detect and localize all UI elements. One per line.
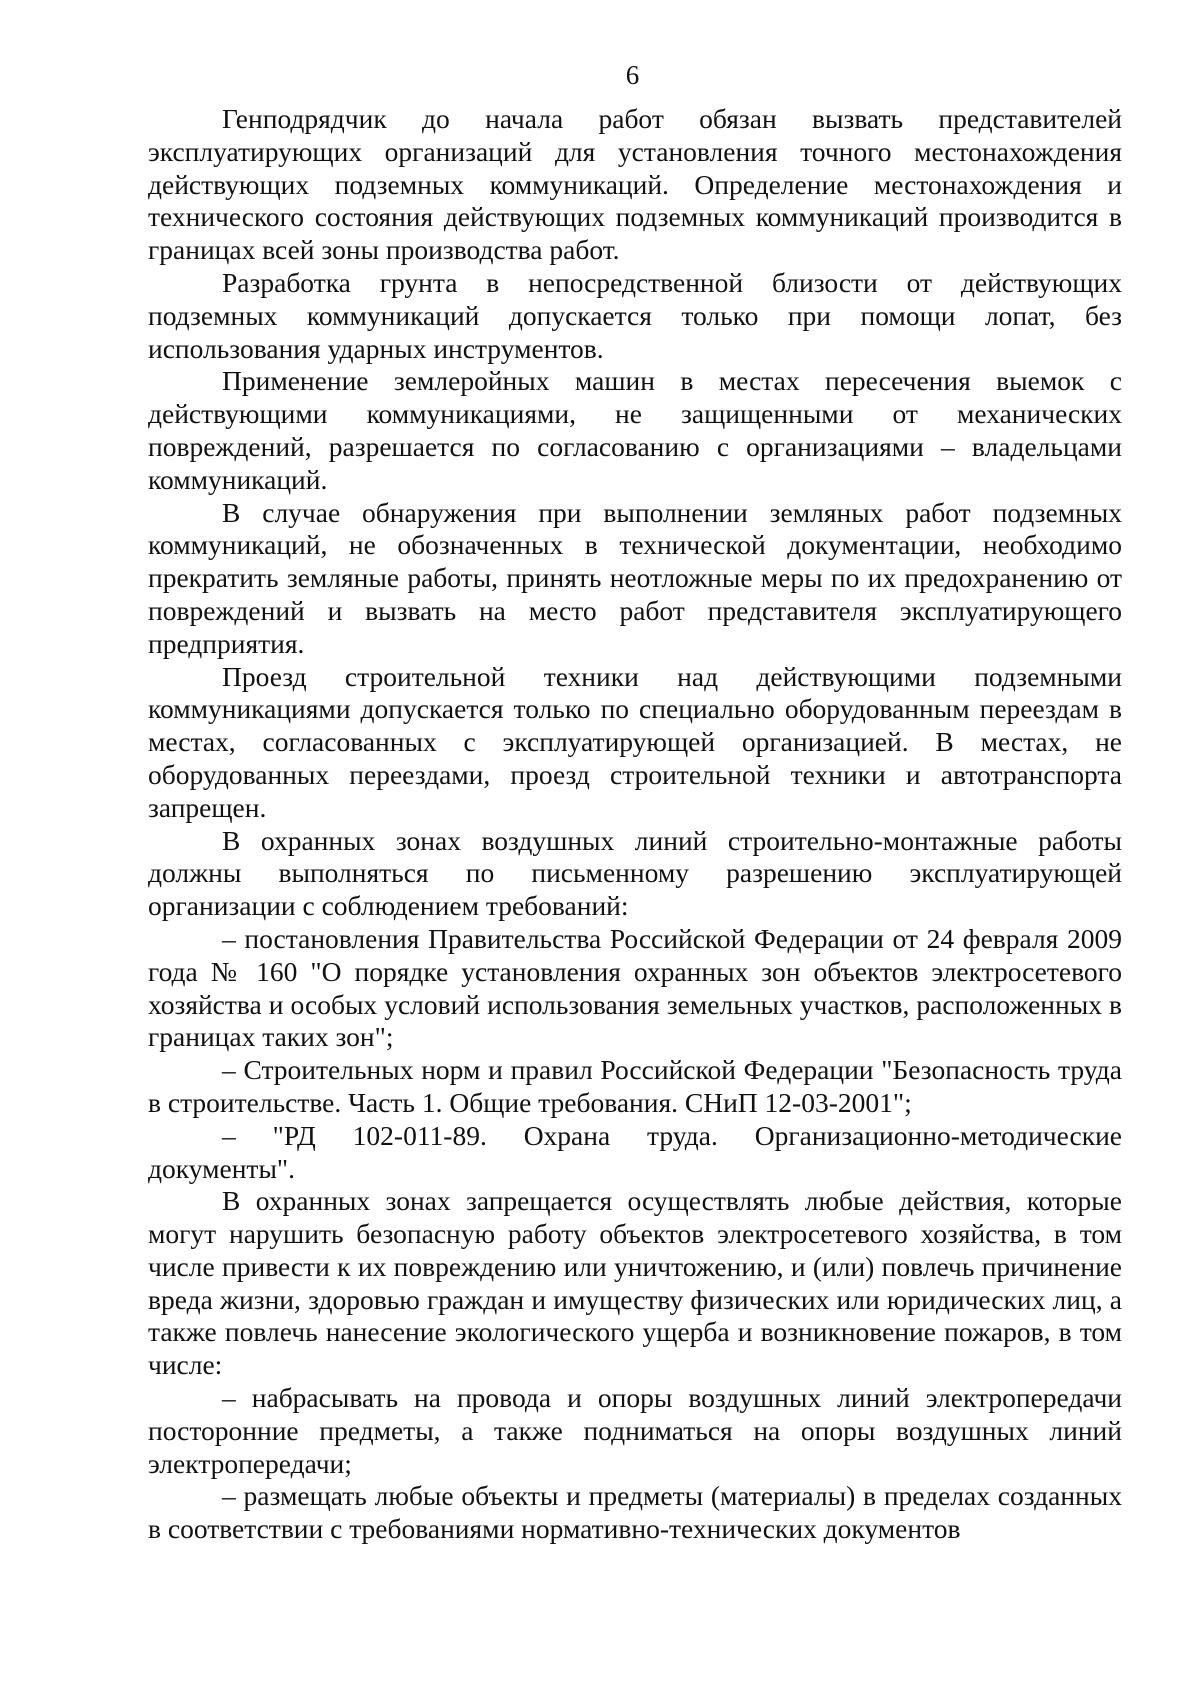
- body-text: [148, 103, 1122, 1546]
- list-item: – набрасывать на провода и опоры воздушных линий электропередачи посторонние предметы, а также подниматься на опоры воздушных линий электропередачи;: [148, 1382, 1122, 1479]
- paragraph: Разработка грунта в непосредственной близости от действующих подземных коммуникаций допускается только при помощи лопат, без использования ударных инструментов.: [148, 266, 1122, 364]
- list-item: – Строительных норм и правил Российской Федерации "Безопасность труда в строительстве. Часть 1. Общие требования. СНиП 12-03-2001";: [148, 1054, 1122, 1118]
- list-item: – "РД 102-011-89. Охрана труда. Организационно-методические документы".: [148, 1119, 1122, 1184]
- paragraph: Применение землеройных машин в местах пересечения выемок с действующими коммуникациями, не защищенными от механических повреждений, разрешается по согласованию с организациями – владельцами коммуникаций.: [148, 365, 1122, 495]
- page-number: 6: [625, 60, 640, 90]
- paragraph: В охранных зонах запрещается осуществлять любые действия, которые могут нарушить безопасную работу объектов электросетевого хозяйства, в том числе привести к их повреждению или уничтожению, и (или) повлечь причинение вреда жизни, здоровью граждан и имуществу физических или юридических лиц, а также повлечь нанесение экологического ущерба и возникновение пожаров, в том числе:: [148, 1185, 1122, 1381]
- paragraph: В охранных зонах воздушных линий строительно-монтажные работы должны выполняться по письменному разрешению эксплуатирующей организации с соблюдением требований:: [148, 824, 1122, 922]
- paragraph: Генподрядчик до начала работ обязан вызвать представителей эксплуатирующих организаций для установления точного местонахождения действующих подземных коммуникаций. Определение местонахождения и технического состояния действующих подземных коммуникаций производится в границах всей зоны производства работ.: [148, 103, 1122, 266]
- paragraph: Проезд строительной техники над действующими подземными коммуникациями допускается только по специально оборудованным переездам в местах, согласованных с эксплуатирующей организацией. В местах, не оборудованных переездами, проезд строительной техники и автотранспорта запрещен.: [148, 660, 1122, 823]
- paragraph: В случае обнаружения при выполнении земляных работ подземных коммуникаций, не обозначенных в технической документации, необходимо прекратить земляные работы, принять неотложные меры по их предохранению от повреждений и вызвать на место работ представителя эксплуатирующего предприятия.: [148, 496, 1122, 659]
- list-item: – постановления Правительства Российской Федерации от 24 февраля 2009 года № 160 "О порядке установления охранных зон объектов электросетевого хозяйства и особых условий использования земельных участков, расположенных в границах таких зон";: [148, 922, 1122, 1053]
- list-item: – размещать любые объекты и предметы (материалы) в пределах созданных в соответствии с требованиями нормативно-технических документов: [148, 1480, 1122, 1545]
